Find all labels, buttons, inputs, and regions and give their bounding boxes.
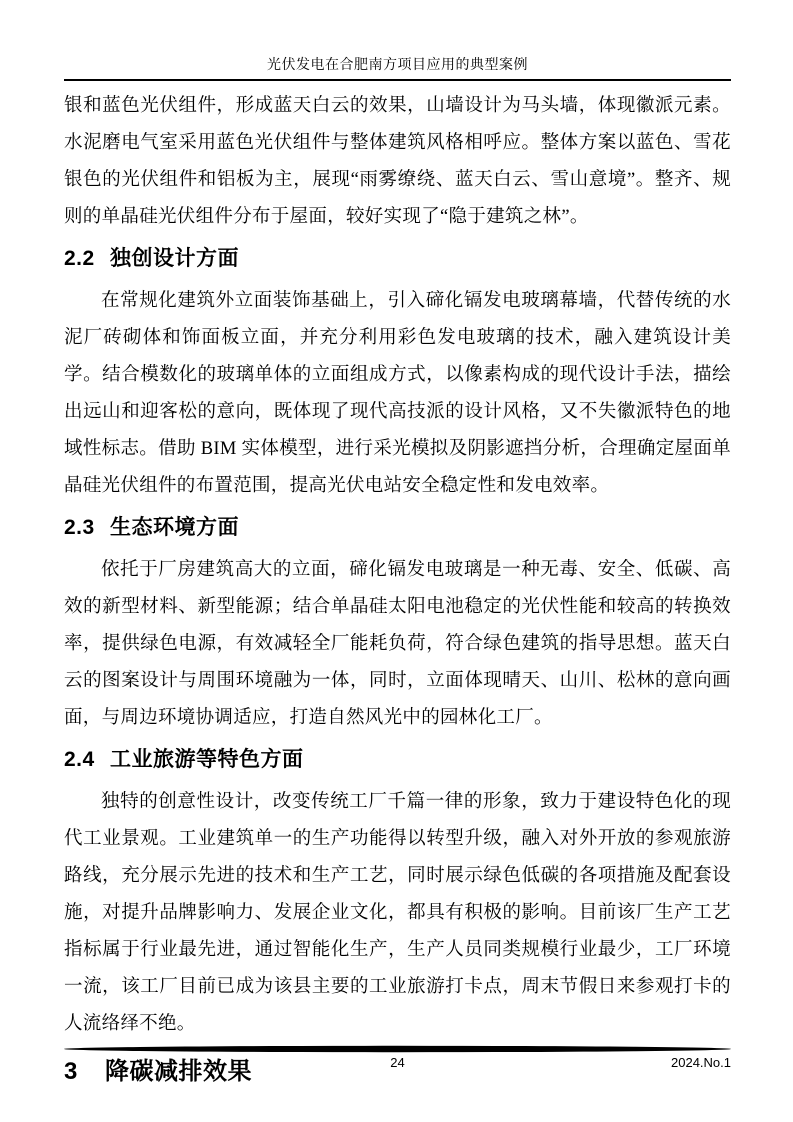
heading-title: 降碳减排效果	[105, 1058, 253, 1085]
heading-title: 生态环境方面	[110, 516, 240, 539]
page-header	[64, 0, 731, 81]
footer-rule-bar	[64, 1044, 731, 1054]
heading-number: 3	[64, 1058, 78, 1085]
heading-title: 工业旅游等特色方面	[110, 748, 304, 771]
heading-2-3	[64, 514, 731, 542]
heading-number: 2.2	[64, 247, 95, 270]
footer-row	[64, 1055, 731, 1073]
heading-number: 2.4	[64, 748, 95, 771]
page-number: 24	[390, 1055, 405, 1070]
paragraph-continuation: 银和蓝色光伏组件，形成蓝天白云的效果，山墙设计为马头墙，体现徽派元素。水泥磨电气室采用蓝色光伏组件与整体建筑风格相呼应。整体方案以蓝色、雪花银色的光伏组件和铝板为主，展现“雨雾缭绕、蓝天白云、雪山意境”。整齐、规则的单晶硅光伏组件分布于屋面，较好实现了“隐于建筑之林”。	[64, 96, 731, 227]
paragraph-design: 在常规化建筑外立面装饰基础上，引入碲化镉发电玻璃幕墙，代替传统的水泥厂砖砌体和饰面板立面，并充分利用彩色发电玻璃的技术，融入建筑设计美学。结合模数化的玻璃单体的立面组成方式，以像素构成的现代设计手法，描绘出远山和迎客松的意向，既体现了现代高技派的设计风格，又不失徽派特色的地域性标志。借助 BIM 实体模型，进行采光模拟及阴影遮挡分析，合理确定屋面单晶硅光伏组件的布置范围，提高光伏电站安全稳定性和发电效率。	[64, 291, 731, 496]
heading-2-2	[64, 245, 731, 273]
heading-title: 独创设计方面	[110, 247, 240, 270]
heading-2-4	[64, 746, 731, 774]
issue-label: 2024.No.1	[671, 1055, 731, 1070]
page-body	[64, 88, 731, 1088]
paragraph-ecology: 依托于厂房建筑高大的立面，碲化镉发电玻璃是一种无毒、安全、低碳、高效的新型材料、新型能源；结合单晶硅太阳电池稳定的光伏性能和较高的转换效率，提供绿色电源，有效减轻全厂能耗负荷，符合绿色建筑的指导思想。蓝天白云的图案设计与周围环境融为一体，同时，立面体现晴天、山川、松林的意向画面，与周边环境协调适应，打造自然风光中的园林化工厂。	[64, 560, 731, 728]
heading-number: 2.3	[64, 516, 95, 539]
page-footer	[64, 1044, 731, 1073]
running-head-title: 光伏发电在合肥南方项目应用的典型案例	[267, 58, 528, 73]
paragraph-tourism: 独特的创意性设计，改变传统工厂千篇一律的形象，致力于建设特色化的现代工业景观。工业建筑单一的生产功能得以转型升级，融入对外开放的参观旅游路线，充分展示先进的技术和生产工艺，同时展示绿色低碳的各项措施及配套设施，对提升品牌影响力、发展企业文化，都具有积极的影响。目前该厂生产工艺指标属于行业最先进，通过智能化生产，生产人员同类规模行业最少，工厂环境一流，该工厂目前已成为该县主要的工业旅游打卡点，周末节假日来参观打卡的人流络绎不绝。	[64, 792, 731, 1034]
